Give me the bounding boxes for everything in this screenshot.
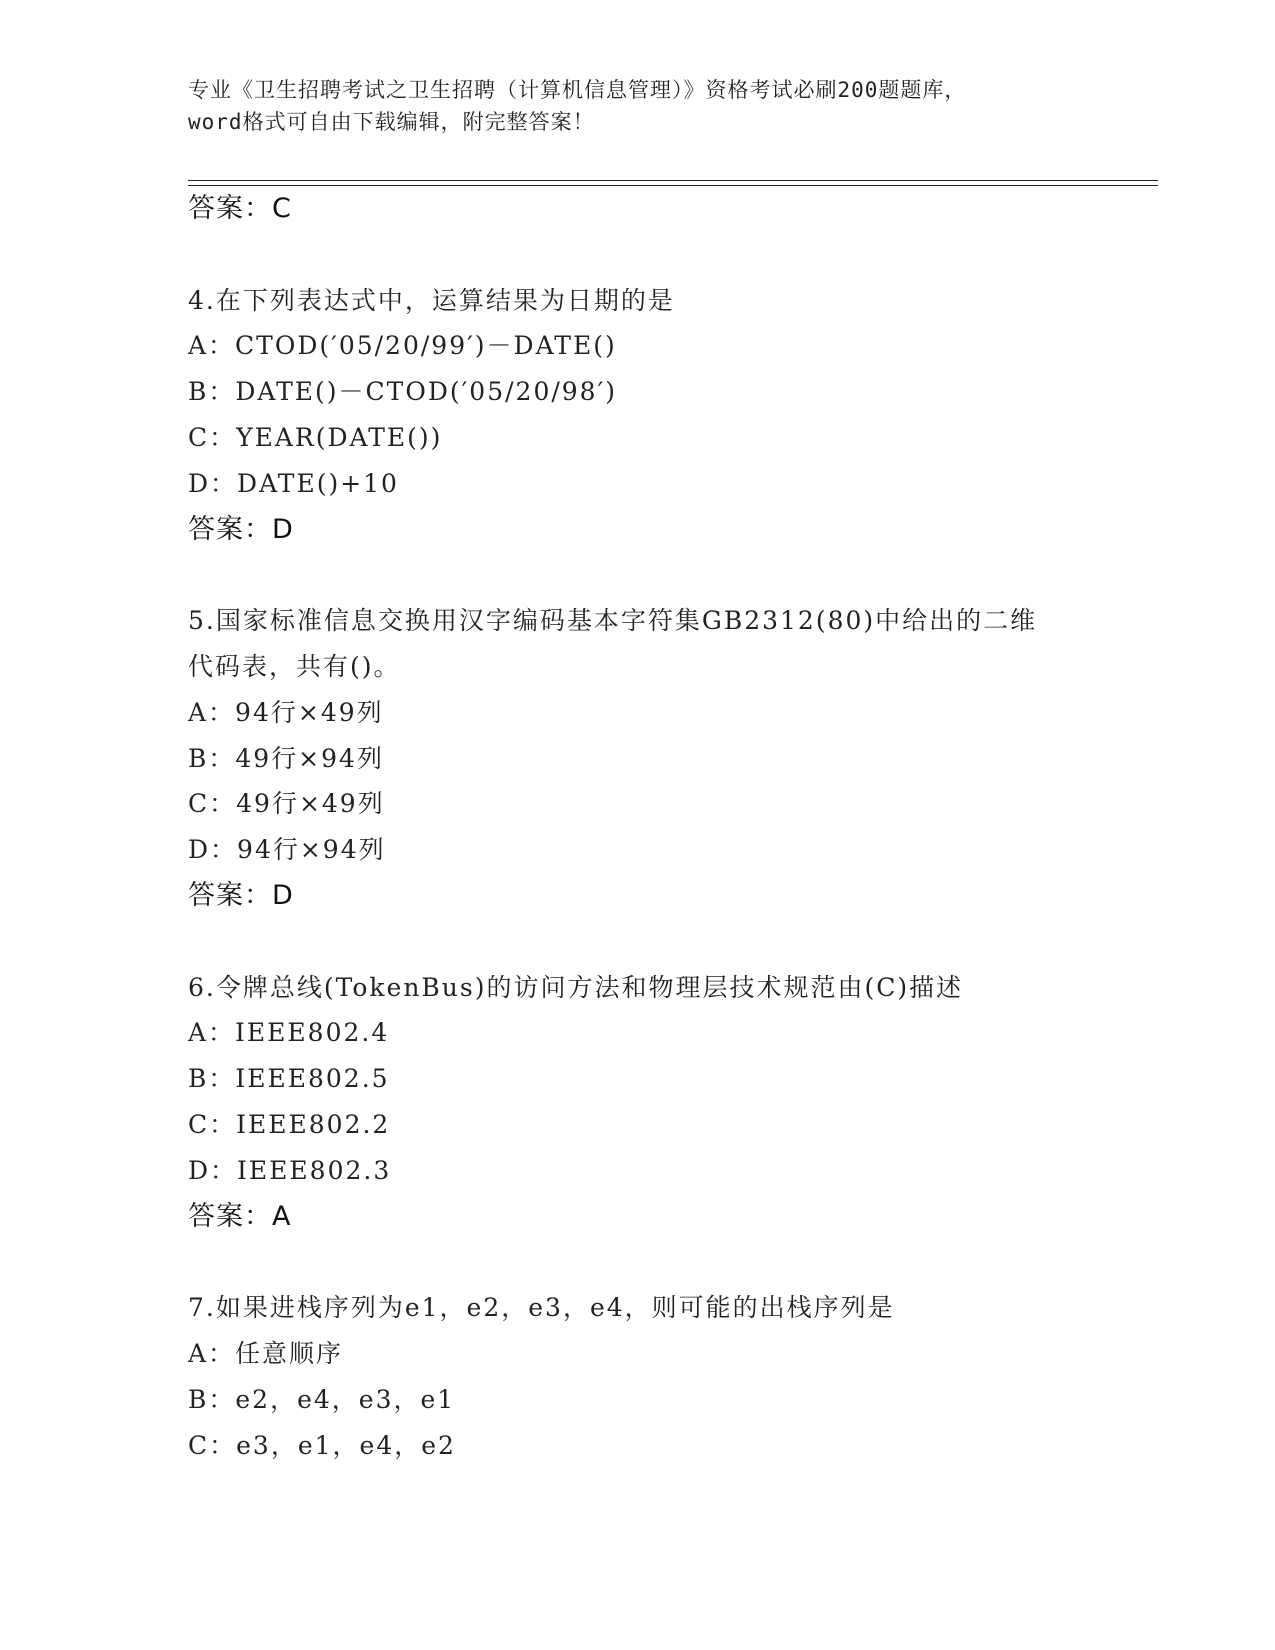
spacer <box>188 552 1148 598</box>
question-option: B：e2，e4，e3，e1 <box>188 1384 456 1414</box>
question-option: B：IEEE802.5 <box>188 1064 390 1094</box>
question-option: C：YEAR(DATE()) <box>188 422 443 452</box>
question-answer: 答案：D <box>188 513 294 545</box>
question-stem: 代码表，共有()。 <box>188 651 401 681</box>
question-block <box>188 965 1148 1286</box>
question-answer: 答案：A <box>188 1200 292 1232</box>
question-stem: 4.在下列表达式中，运算结果为日期的是 <box>188 285 675 315</box>
question-list <box>188 278 1148 1469</box>
question-option: D：IEEE802.3 <box>188 1155 392 1185</box>
question-option: B：49行×94列 <box>188 743 384 773</box>
previous-answer: 答案：C <box>188 193 292 224</box>
question-option: D：DATE()+10 <box>188 468 399 498</box>
question-option: D：94行×94列 <box>188 835 386 865</box>
header-divider-top <box>188 180 1158 181</box>
spacer <box>188 232 1148 278</box>
question-option: A：IEEE802.4 <box>188 1018 390 1048</box>
question-option: C：IEEE802.2 <box>188 1109 391 1139</box>
question-option: C：e3，e1，e4，e2 <box>188 1430 456 1460</box>
header-title-line-2: word格式可自由下载编辑，附完整答案！ <box>188 110 595 134</box>
header-title-line-1: 专业《卫生招聘考试之卫生招聘（计算机信息管理）》资格考试必刷200题题库， <box>188 78 967 102</box>
question-stem: 7.如果进栈序列为e1，e2，e3，e4，则可能的出栈序列是 <box>188 1293 895 1323</box>
spacer <box>188 1239 1148 1285</box>
question-block <box>188 278 1148 599</box>
question-option: A：94行×49列 <box>188 697 384 727</box>
question-stem: 5.国家标准信息交换用汉字编码基本字符集GB2312(80)中给出的二维 <box>188 606 1038 636</box>
question-option: B：DATE()－CTOD(′05/20/98′) <box>188 377 618 407</box>
question-stem: 6.令牌总线(TokenBus)的访问方法和物理层技术规范由(C)描述 <box>188 972 964 1002</box>
question-answer: 答案：D <box>188 879 294 911</box>
questions-content <box>188 186 1148 1468</box>
spacer <box>188 919 1148 965</box>
question-option: A：CTOD(′05/20/99′)－DATE() <box>188 331 617 361</box>
question-block <box>188 1285 1148 1468</box>
document-header <box>188 74 1088 138</box>
question-block <box>188 598 1148 964</box>
question-option: A：任意顺序 <box>188 1338 344 1368</box>
question-option: C：49行×49列 <box>188 789 385 819</box>
